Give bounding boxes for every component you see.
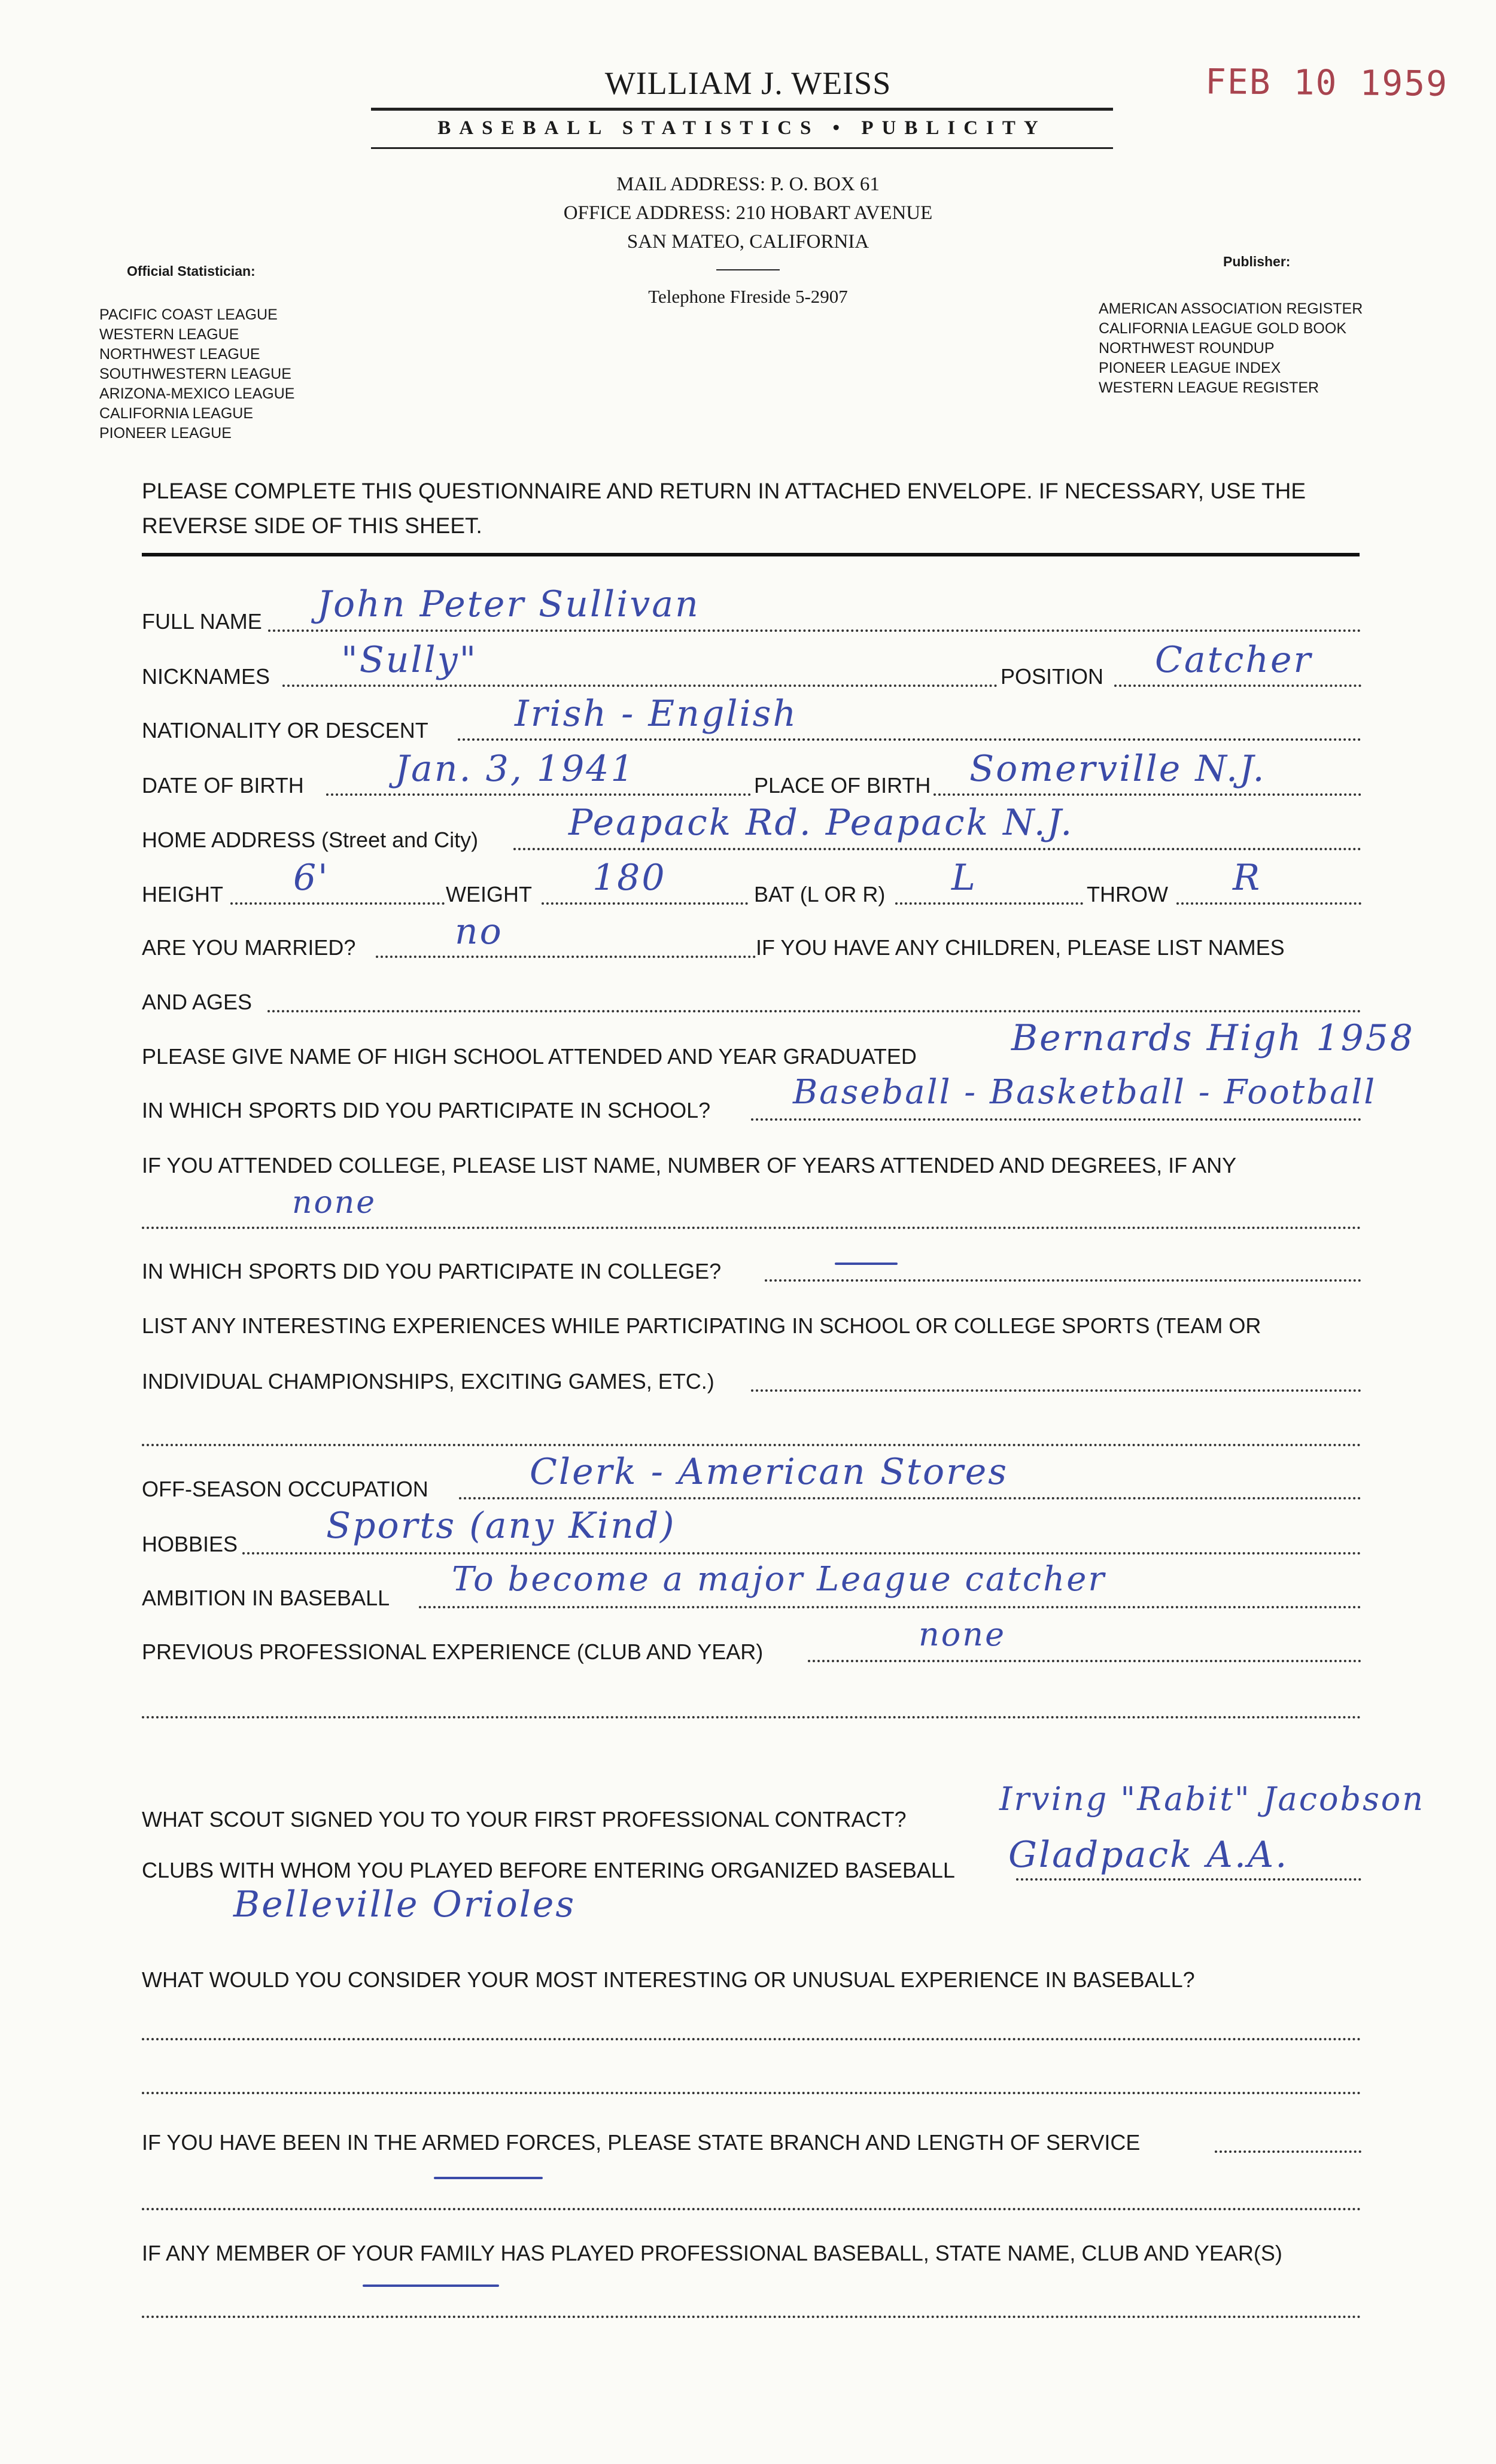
publication-item: AMERICAN ASSOCIATION REGISTER [1099, 300, 1363, 317]
league-item: SOUTHWESTERN LEAGUE [99, 366, 291, 382]
height-line [230, 902, 445, 905]
publication-item: CALIFORNIA LEAGUE GOLD BOOK [1099, 320, 1347, 337]
nicknames-line [282, 685, 998, 687]
children-label: IF YOU HAVE ANY CHILDREN, PLEASE LIST NAMES [756, 935, 1285, 960]
ambition-label: AMBITION IN BASEBALL [142, 1586, 390, 1610]
received-date-stamp: FEB 10 1959 [1205, 61, 1449, 104]
clubs-answer-1: Gladpack A.A. [1008, 1834, 1289, 1876]
throw-label: THROW [1087, 882, 1168, 906]
pob-label: PLACE OF BIRTH [754, 773, 931, 798]
dob-line [326, 793, 751, 796]
college-line [142, 1227, 1361, 1229]
league-item: PIONEER LEAGUE [99, 425, 232, 442]
dob-label: DATE OF BIRTH [142, 773, 304, 798]
married-answer: no [455, 911, 503, 953]
letterhead-name: WILLIAM J. WEISS [604, 65, 892, 101]
school-sports-answer: Baseball - Basketball - Football [793, 1073, 1377, 1112]
nationality-label: NATIONALITY OR DESCENT [142, 718, 428, 743]
league-item: ARIZONA-MEXICO LEAGUE [99, 385, 295, 402]
home-address-line [513, 848, 1361, 850]
bat-label: BAT (L OR R) [754, 882, 886, 906]
college-answer: none [292, 1185, 377, 1221]
pob-answer: Somerville N.J. [969, 748, 1266, 790]
statistician-heading: Official Statistician: [127, 263, 256, 279]
high-school-answer: Bernards High 1958 [1011, 1017, 1415, 1059]
nicknames-label: NICKNAMES [142, 664, 270, 689]
throw-answer: R [1233, 857, 1262, 899]
letterhead-subtitle: BASEBALL STATISTICS • PUBLICITY [437, 117, 1047, 139]
statistician-leagues [99, 305, 294, 443]
previous-experience-line-2 [142, 1716, 1361, 1718]
scout-label: WHAT SCOUT SIGNED YOU TO YOUR FIRST PROFESSIONAL CONTRACT? [142, 1807, 907, 1832]
office-address: OFFICE ADDRESS: 210 HOBART AVENUE [563, 202, 933, 224]
league-item: PACIFIC COAST LEAGUE [99, 306, 278, 323]
ambition-answer: To become a major League catcher [452, 1560, 1106, 1599]
header-top-rule [371, 108, 1113, 111]
bat-answer: L [951, 857, 977, 899]
armed-forces-line-2 [142, 2208, 1361, 2210]
instructions: PLEASE COMPLETE THIS QUESTIONNAIRE AND RETURN IN ATTACHED ENVELOPE. IF NECESSARY, USE THE REVERSE SIDE OF THIS SHEET. [142, 479, 1306, 538]
mail-address: MAIL ADDRESS: P. O. BOX 61 [616, 174, 880, 195]
clubs-line [1016, 1878, 1361, 1881]
college-label: IF YOU ATTENDED COLLEGE, PLEASE LIST NAME, NUMBER OF YEARS ATTENDED AND DEGREES, IF ANY [142, 1153, 1237, 1178]
married-line [376, 956, 756, 958]
bat-line [895, 902, 1083, 905]
height-label: HEIGHT [142, 882, 224, 906]
college-sports-dash [835, 1263, 898, 1265]
previous-experience-answer: none [919, 1616, 1007, 1653]
weight-line [542, 902, 748, 905]
occupation-label: OFF-SEASON OCCUPATION [142, 1477, 428, 1501]
league-item: NORTHWEST LEAGUE [99, 346, 260, 363]
unusual-experience-line-2 [142, 2092, 1361, 2094]
position-answer: Catcher [1155, 639, 1313, 681]
league-item: WESTERN LEAGUE [99, 326, 239, 343]
scout-answer: Irving "Rabit" Jacobson [999, 1780, 1425, 1818]
position-line [1114, 685, 1361, 687]
height-answer: 6' [293, 857, 330, 899]
college-sports-line [765, 1279, 1361, 1282]
weight-answer: 180 [592, 857, 667, 899]
high-school-label: PLEASE GIVE NAME OF HIGH SCHOOL ATTENDED AND YEAR GRADUATED [142, 1044, 917, 1069]
previous-experience-line-1 [808, 1660, 1361, 1662]
occupation-answer: Clerk - American Stores [530, 1451, 1009, 1493]
publication-item: NORTHWEST ROUNDUP [1099, 340, 1275, 357]
instructions-rule [142, 553, 1360, 556]
full-name-answer: John Peter Sullivan [317, 583, 700, 625]
address-divider [716, 269, 780, 270]
ambition-line [419, 1606, 1361, 1608]
dob-answer: Jan. 3, 1941 [395, 748, 636, 790]
weight-label: WEIGHT [446, 882, 532, 906]
school-sports-line [751, 1118, 1361, 1121]
armed-forces-line-1 [1215, 2150, 1361, 2153]
ages-line [267, 1010, 1361, 1012]
experiences-label-1: LIST ANY INTERESTING EXPERIENCES WHILE PARTICIPATING IN SCHOOL OR COLLEGE SPORTS (TEAM OR [142, 1313, 1261, 1338]
previous-experience-label: PREVIOUS PROFESSIONAL EXPERIENCE (CLUB AND YEAR) [142, 1639, 764, 1664]
unusual-experience-label: WHAT WOULD YOU CONSIDER YOUR MOST INTERESTING OR UNUSUAL EXPERIENCE IN BASEBALL? [142, 1967, 1195, 1992]
full-name-line [268, 629, 1361, 632]
school-sports-label: IN WHICH SPORTS DID YOU PARTICIPATE IN SCHOOL? [142, 1098, 711, 1123]
unusual-experience-line-1 [142, 2038, 1361, 2040]
clubs-label: CLUBS WITH WHOM YOU PLAYED BEFORE ENTERING ORGANIZED BASEBALL [142, 1858, 955, 1882]
hobbies-line [242, 1552, 1361, 1555]
family-line [142, 2316, 1361, 2318]
college-sports-label: IN WHICH SPORTS DID YOU PARTICIPATE IN COLLEGE? [142, 1259, 722, 1283]
experiences-label-2: INDIVIDUAL CHAMPIONSHIPS, EXCITING GAMES, ETC.) [142, 1369, 714, 1394]
home-address-answer: Peapack Rd. Peapack N.J. [568, 802, 1074, 844]
occupation-line [459, 1497, 1361, 1499]
throw-line [1176, 902, 1361, 905]
married-label: ARE YOU MARRIED? [142, 935, 356, 960]
nationality-answer: Irish - English [515, 693, 798, 735]
league-item: CALIFORNIA LEAGUE [99, 405, 254, 422]
city-address: SAN MATEO, CALIFORNIA [627, 231, 869, 253]
clubs-answer-2: Belleville Orioles [233, 1884, 576, 1925]
armed-forces-dash [434, 2177, 543, 2179]
hobbies-label: HOBBIES [142, 1532, 238, 1556]
publisher-titles [1099, 299, 1363, 398]
ages-label: AND AGES [142, 990, 253, 1014]
telephone: Telephone FIreside 5-2907 [648, 286, 848, 307]
full-name-label: FULL NAME [142, 609, 262, 634]
publisher-heading: Publisher: [1223, 254, 1291, 269]
home-address-label: HOME ADDRESS (Street and City) [142, 828, 479, 852]
family-dash [363, 2284, 499, 2287]
publication-item: WESTERN LEAGUE REGISTER [1099, 379, 1319, 396]
armed-forces-label: IF YOU HAVE BEEN IN THE ARMED FORCES, PLEASE STATE BRANCH AND LENGTH OF SERVICE [142, 2130, 1141, 2155]
experiences-line-2 [142, 1444, 1361, 1446]
header-bottom-rule [371, 147, 1113, 149]
experiences-line-1 [751, 1389, 1361, 1392]
pob-line [934, 793, 1361, 796]
hobbies-answer: Sports (any Kind) [326, 1505, 676, 1547]
family-label: IF ANY MEMBER OF YOUR FAMILY HAS PLAYED PROFESSIONAL BASEBALL, STATE NAME, CLUB AND YEAR(S) [142, 2241, 1282, 2265]
position-label: POSITION [1001, 664, 1104, 689]
publication-item: PIONEER LEAGUE INDEX [1099, 360, 1281, 376]
nicknames-answer: "Sully" [341, 639, 478, 681]
nationality-line [458, 738, 1361, 741]
